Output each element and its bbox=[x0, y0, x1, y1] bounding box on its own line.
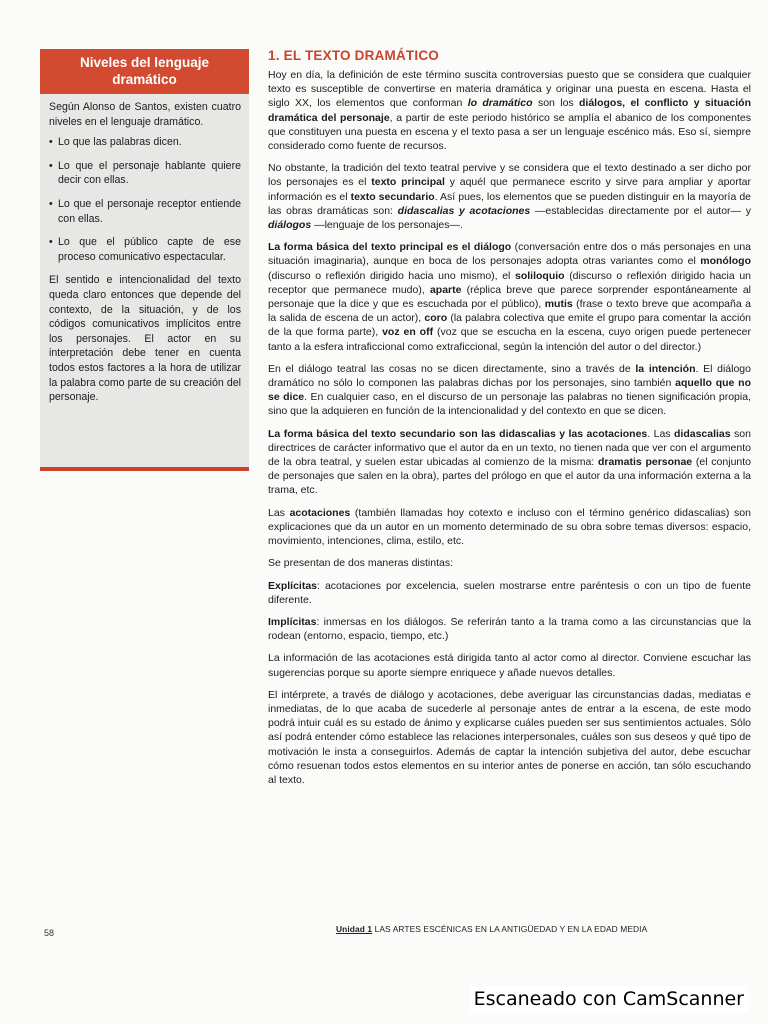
text-run: . En cualquier caso, en el discurso de un personaje las palabras no tienen significación propia, sino que la adquieren en función de la intencionalidad y del contexto en que se dicen. bbox=[268, 391, 751, 418]
text-run: (conversación entre dos o más personajes en una situación imaginaria), aunque en boca de los personajes adopta otras variantes como el bbox=[268, 241, 751, 268]
page-number: 58 bbox=[44, 928, 55, 938]
text-run: No obstante, la tradición del texto teatral pervive y se considera que el texto destinado a ser dicho por los personajes es el bbox=[268, 162, 751, 189]
text-run: (el conjunto de personajes que salen en la obra), partes del prólogo en que el autor da una información externa a la trama, etc. bbox=[268, 456, 752, 497]
paragraph-explicitas bbox=[268, 579, 751, 607]
text-run: (discurso o reflexión dirigido hacia un receptor que permanece mudo), bbox=[268, 269, 752, 296]
text-run: (la palabra colectiva que emite el grupo para comentar la acción de la que forma parte), bbox=[268, 312, 751, 339]
emphasis: diálogos, el conflicto y situación dramática del personaje bbox=[268, 97, 751, 124]
text-run: . Así pues, los elementos que se pueden distinguir en la mayoría de las obras dramáticas son: bbox=[268, 190, 751, 217]
paragraph-dialogo bbox=[268, 240, 751, 354]
emphasis: aparte bbox=[429, 283, 462, 296]
emphasis: soliloquio bbox=[515, 269, 565, 282]
sidebar-outro: El sentido e intencionalidad del texto queda claro entonces que depende del contexto, de la situación, y de los códigos comunicativos implícitos entre los personajes. El actor en su interpretación debe tener en cuenta todos estos factores a la hora de utilizar la palabra como parte de su creación del personaje. bbox=[49, 274, 241, 404]
text-run: (voz que se escucha en la escena, cuyo origen puede pertenecer tanto a la esfera intraficcional como extraficcional, según la intención del autor o del director.) bbox=[268, 326, 751, 353]
emphasis: dramatis personae bbox=[597, 456, 693, 469]
emphasis: La forma básica del texto principal es el diálogo bbox=[268, 241, 512, 254]
text-run: . El diálogo dramático no sólo lo componen las palabras dichas por los personajes, sino también bbox=[268, 362, 751, 390]
paragraph-acotaciones bbox=[268, 506, 751, 549]
unit-label: Unidad 1 bbox=[336, 924, 373, 934]
text-run: —establecidas directamente por el autor— y bbox=[530, 204, 751, 217]
emphasis: acotaciones bbox=[289, 506, 351, 519]
text-run: son los bbox=[532, 97, 580, 110]
emphasis: texto secundario bbox=[350, 190, 435, 203]
emphasis: Explícitas bbox=[268, 579, 318, 592]
text-run: . Las bbox=[647, 427, 674, 440]
paragraph-texto-principal bbox=[268, 161, 751, 232]
text-run: (réplica breve que parece sorprender espontáneamente al personaje que la dice y que es escuchada por el público), bbox=[268, 283, 751, 311]
paragraph-implicitas bbox=[268, 615, 751, 643]
paragraph-maneras: Se presentan de dos maneras distintas: bbox=[268, 557, 454, 570]
text-run: : inmersas en los diálogos. Se referirán tanto a la trama como a las circunstancias que la rodean (entorno, espacio, tiempo, etc.) bbox=[268, 615, 751, 643]
emphasis: Implícitas bbox=[268, 615, 317, 628]
text-run: (discurso o reflexión dirigido hacia uno mismo), el bbox=[268, 269, 515, 282]
sidebar-list bbox=[49, 135, 241, 264]
sidebar-box bbox=[40, 49, 249, 471]
emphasis: aquello que no se dice bbox=[268, 377, 751, 404]
text-run: —lenguaje de los personajes—. bbox=[311, 219, 463, 232]
scanner-watermark: Escaneado con CamScanner bbox=[470, 986, 748, 1012]
section-heading: 1. EL TEXTO DRAMÁTICO bbox=[268, 48, 439, 63]
emphasis: coro bbox=[424, 312, 448, 325]
main-column bbox=[268, 48, 751, 795]
list-item: • Lo que el público capte de ese proceso comunicativo espectacular. bbox=[49, 235, 241, 264]
list-item: • Lo que el personaje receptor entiende con ellas. bbox=[49, 197, 241, 226]
text-run: Hoy en día, la definición de este término suscita controversias puesto que se considera que cualquier texto es susceptible de convertirse en materia dramática y originar una puesta en escena. Hasta el siglo XX, los elementos que conforman bbox=[268, 69, 751, 110]
text-run: Las bbox=[268, 506, 290, 519]
text-run: : acotaciones por excelencia, suelen mostrarse entre paréntesis o con un tipo de fuente diferente. bbox=[268, 579, 751, 606]
paragraph-informacion: La información de las acotaciones está dirigida tanto al actor como al director. Conviene escuchar las sugerencias porque su aporte siempre enriquece y añade nuevos detalles. bbox=[268, 652, 751, 679]
emphasis: didascalias y acotaciones bbox=[397, 204, 531, 217]
emphasis: voz en off bbox=[382, 326, 434, 339]
emphasis: lo dramático bbox=[467, 97, 533, 110]
unit-title: LAS ARTES ESCÉNICAS EN LA ANTIGÜEDAD Y EN LA EDAD MEDIA bbox=[374, 924, 648, 934]
emphasis: monólogo bbox=[700, 255, 751, 268]
list-item: • Lo que las palabras dicen. bbox=[49, 135, 241, 150]
text-run: (también llamadas hoy cotexto e incluso con el término genérico didascalias) son explicaciones que da un autor en un momento determinado de su obra sobre temas diversos: espacio, movimiento, intenciones, clima, estilo, etc. bbox=[268, 506, 751, 548]
emphasis: diálogos bbox=[268, 219, 312, 232]
paragraph-texto-secundario bbox=[268, 427, 751, 498]
emphasis: mutis bbox=[544, 298, 573, 311]
paragraph-intro bbox=[268, 68, 751, 153]
emphasis: texto principal bbox=[371, 176, 445, 189]
text-run: (frase o texto breve que acompaña a la salida de escena de un actor), bbox=[268, 298, 751, 325]
sidebar-title: Niveles del lenguaje dramático bbox=[40, 49, 249, 94]
list-item: • Lo que el personaje hablante quiere decir con ellas. bbox=[49, 159, 241, 188]
running-footer bbox=[336, 924, 647, 934]
emphasis: didascalias bbox=[673, 427, 731, 440]
emphasis: la intención bbox=[635, 362, 696, 375]
emphasis: La forma básica del texto secundario son las didascalias y las acotaciones bbox=[268, 427, 648, 440]
paragraph-intencion bbox=[268, 362, 751, 419]
sidebar-body bbox=[40, 94, 249, 405]
text-run: son directrices de carácter informativo que el autor da en un texto, no tienen nada que ver con el argumento de la obra teatral, y suelen estar ubicadas al comienzo de la misma: bbox=[268, 427, 751, 469]
text-run: , a partir de este periodo histórico se amplía el abanico de los componentes que constituyen una puesta en escena y el texto pasa a ser un lenguaje escénico más. Eso sí, siempre considerado como fuente de recursos. bbox=[268, 111, 751, 153]
paragraph-interprete: El intérprete, a través de diálogo y acotaciones, debe averiguar las circunstancias dadas, mediatas e inmediatas, de lo que acaba de sucederle al personaje antes de entrar a la escena, de este modo podrá intuir cuál es su estado de ánimo y explicarse cuáles pueden ser sus sentimientos actuales. Sólo así podrá entender cómo establece las relaciones interpersonales, cuáles son sus deseos y qué tipo de motivación le insta a conseguirlos. Además de captar la intención subjetiva del autor, debe escuchar cómo resuenan todos estos elementos en su interior antes de ponerse en acción, tan sólo escuchando al texto. bbox=[268, 688, 751, 786]
text-run: y aquél que permanece escrito y sirve para ampliar y aportar información es el bbox=[268, 176, 751, 203]
text-run: En el diálogo teatral las cosas no se dicen directamente, sino a través de bbox=[268, 362, 636, 375]
sidebar-intro: Según Alonso de Santos, existen cuatro niveles en el lenguaje dramático. bbox=[49, 101, 241, 128]
